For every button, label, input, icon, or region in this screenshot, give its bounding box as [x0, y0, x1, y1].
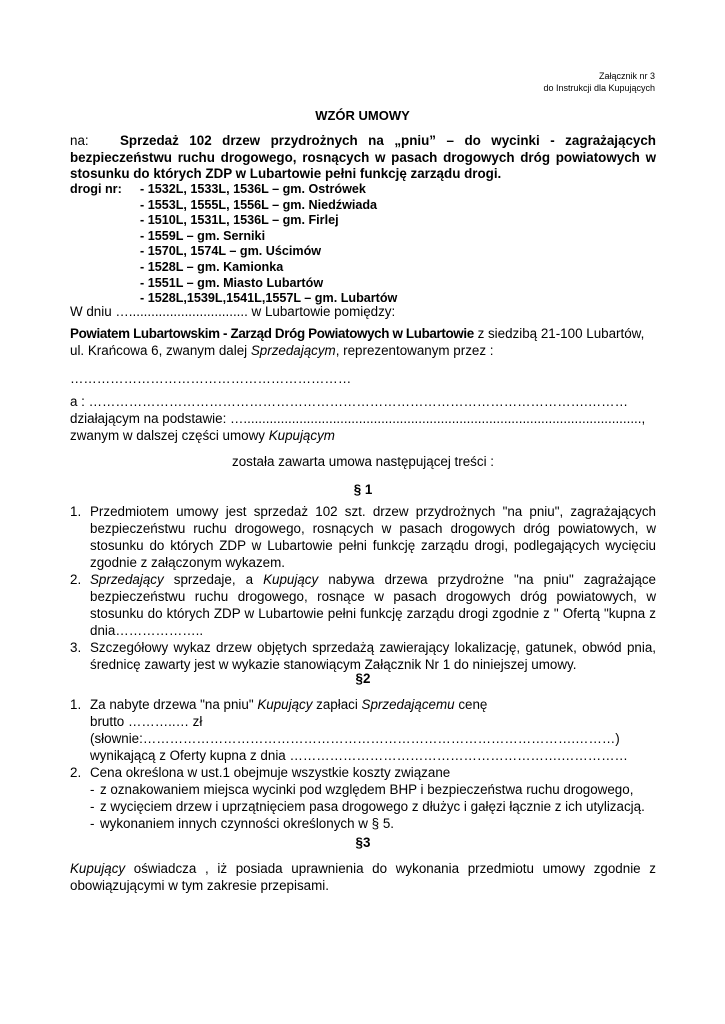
cost-text: z oznakowaniem miejsca wycinki pod względem BHP i bezpieczeństwa ruchu drogowego,: [100, 782, 634, 797]
roads-row: [70, 276, 397, 292]
item-text: Za nabyte drzewa "na pniu": [90, 697, 258, 712]
section-2-heading: §2: [355, 671, 371, 686]
seller-address-2: ul. Krańcowa 6, zwanym dalej: [70, 343, 251, 358]
offer-date-line: wynikającą z Oferty kupna z dnia …………………………………………………….……………: [90, 748, 628, 763]
roads-row: [70, 182, 397, 198]
seller-role: Sprzedającemu: [361, 697, 455, 712]
item-text: zapłaci: [312, 697, 362, 712]
item-text: Przedmiotem umowy jest sprzedaż 102 szt. drzew przydrożnych "na pniu", zagrażających bezpieczeństwu ruchu drogowego, rosnących w pasach drogowych dróg powiatowych, w stosunku do których ZDP w Lubartowie pełni funkcję zarządu drogi, podlegających wycięciu zgodnie z załączonym wykazem.: [90, 504, 656, 570]
cost-text: wykonaniem innych czynności określonych w § 5.: [100, 816, 394, 831]
na-label: na:: [70, 133, 89, 148]
roads-row: [70, 244, 397, 260]
attachment-note: [543, 70, 655, 94]
roads-list: [70, 182, 397, 307]
buyer-role: Kupującym: [268, 428, 335, 443]
subject-text: Sprzedaż 102 drzew przydrożnych na „pniu” – do wycinki - zagrażających bezpieczeństwu ruchu drogowego, rosnących w pasach drogowych dróg powiatowych w stosunku do których ZDP w Lubartowie pełni funkcję zarządu drogi.: [70, 133, 656, 181]
slownie-line: (słownie:…………………………………………………………………………………….………): [90, 731, 620, 746]
seller-block: [70, 325, 656, 359]
section-1-heading: § 1: [353, 482, 373, 497]
seller-role: Sprzedającym: [250, 343, 336, 358]
section-3-body: [70, 860, 656, 894]
buyer-role: Kupujący: [70, 861, 126, 876]
date-line: W dniu …................................ w Lubartowie pomiędzy:: [70, 304, 396, 319]
buyer-line: a : ………………………………………………………………………………………………….………: [70, 394, 628, 409]
section-3-heading: §3: [355, 835, 371, 850]
section-1-item-3: 3. Szczegółowy wykaz drzew objętych sprzedażą zawierający lokalizację, gatunek, obwód pnia, średnicę zawarty jest w wykazie stanowiącym Załącznik Nr 1 do niniejszej umowy.: [70, 640, 656, 672]
contract-subject: [70, 133, 656, 183]
buyer-role: Kupujący: [263, 572, 319, 587]
section-2-item-1: 1. Za nabyte drzewa "na pniu" Kupujący zapłaci Sprzedającemu cenę brutto ………..… zł (słownie:…………………………………………………………………………………….………) wynikającą z Oferty kupna z dnia …………………………………………………….……………: [70, 696, 656, 764]
buyer-role-prefix: zwanym w dalszej części umowy: [70, 428, 269, 443]
road-item: - 1551L – gm. Miasto Lubartów: [140, 275, 324, 290]
section-3-text: oświadcza , iż posiada uprawnienia do wykonania przedmiotu umowy zgodnie z obowiązującymi w tym zakresie przepisami.: [70, 861, 656, 893]
section-1-item-1: 1. Przedmiotem umowy jest sprzedaż 102 szt. drzew przydrożnych "na pniu", zagrażających bezpieczeństwu ruchu drogowego, rosnących w pasach drogowych dróg powiatowych, w stosunku do których ZDP w Lubartowie pełni funkcję zarządu drogi, podlegających wycięciu zgodnie z załączonym wykazem.: [70, 504, 656, 570]
item-text: sprzedaje, a: [163, 572, 264, 587]
road-item: - 1570L, 1574L – gm. Uścimów: [140, 244, 322, 259]
section-2-body: [70, 696, 656, 832]
cost-item: - z oznakowaniem miejsca wycinki pod względem BHP i bezpieczeństwa ruchu drogowego,: [90, 782, 634, 797]
document-title: WZÓR UMOWY: [315, 108, 410, 123]
representative-line: ………………………………………………………: [70, 371, 352, 386]
concluded-line: została zawarta umowa następującej treści :: [232, 454, 494, 469]
seller-address-1: z siedzibą 21-100 Lubartów,: [473, 326, 645, 341]
section-2-item-2: 2. Cena określona w ust.1 obejmuje wszystkie koszty związane - z oznakowaniem miejsca wycinki pod względem BHP i bezpieczeństwa ruchu drogowego, - z wycięciem drzew i uprzątnięciem pasa drogowego z dłużyc i gałęzi łącznie z ich utylizacją. - wykonaniem innych czynności określonych w § 5.: [70, 764, 656, 832]
item-text: cenę: [454, 697, 488, 712]
roads-row: [70, 198, 397, 214]
brutto-line: brutto ………..… zł: [90, 714, 203, 729]
roads-row: [70, 213, 397, 229]
roads-row: [70, 260, 397, 276]
item-text: nabywa drzewa przydrożne "na pniu" zagrażające bezpieczeństwu ruchu drogowego, rosnące w pasach drogowych dróg powiatowych, w stosunku do których ZDP w Lubartowie pełni funkcję zarządu drogi zgodnie z " Ofertą "kupna z dnia………………..: [90, 572, 656, 638]
roads-row: [70, 229, 397, 245]
cost-item: - wykonaniem innych czynności określonych w § 5.: [90, 816, 394, 831]
cost-item: - z wycięciem drzew i uprzątnięciem pasa drogowego z dłużyc i gałęzi łącznie z ich utylizacją.: [90, 799, 645, 814]
basis-line: działającym na podstawie: …...........................................................................................................,: [70, 411, 646, 426]
seller-name: Powiatem Lubartowskim - Zarząd Dróg Powiatowych w Lubartowie: [70, 326, 474, 341]
item-text: Szczegółowy wykaz drzew objętych sprzedażą zawierający lokalizację, gatunek, obwód pnia, średnicę zawarty jest w wykazie stanowiącym Załącznik Nr 1 do niniejszej umowy.: [90, 640, 656, 672]
road-item: - 1553L, 1555L, 1556L – gm. Niedźwiada: [140, 197, 378, 212]
road-item: - 1528L,1539L,1541L,1557L – gm. Lubartów: [140, 291, 398, 306]
roads-label: drogi nr:: [70, 182, 122, 196]
road-item: - 1510L, 1531L, 1536L – gm. Firlej: [140, 213, 339, 228]
section-1-body: [70, 503, 656, 673]
item-text: Cena określona w ust.1 obejmuje wszystkie koszty związane: [90, 765, 451, 780]
seller-address-3: , reprezentowanym przez :: [335, 343, 494, 358]
road-item: - 1532L, 1533L, 1536L – gm. Ostrówek: [140, 182, 366, 196]
buyer-block: [70, 393, 656, 444]
buyer-role: Kupujący: [257, 697, 313, 712]
road-item: - 1559L – gm. Serniki: [140, 228, 266, 243]
attachment-line-1: Załącznik nr 3: [598, 71, 655, 81]
section-1-item-2: 2. Sprzedający sprzedaje, a Kupujący nabywa drzewa przydrożne "na pniu" zagrażające bezpieczeństwu ruchu drogowego, rosnące w pasach drogowych dróg powiatowych, w stosunku do których ZDP w Lubartowie pełni funkcję zarządu drogi zgodnie z " Ofertą "kupna z dnia………………..: [70, 572, 656, 638]
attachment-line-2: do Instrukcji dla Kupujących: [543, 83, 655, 93]
seller-role: Sprzedający: [90, 572, 164, 587]
road-item: - 1528L – gm. Kamionka: [140, 259, 284, 274]
cost-text: z wycięciem drzew i uprzątnięciem pasa drogowego z dłużyc i gałęzi łącznie z ich utylizacją.: [100, 799, 645, 814]
